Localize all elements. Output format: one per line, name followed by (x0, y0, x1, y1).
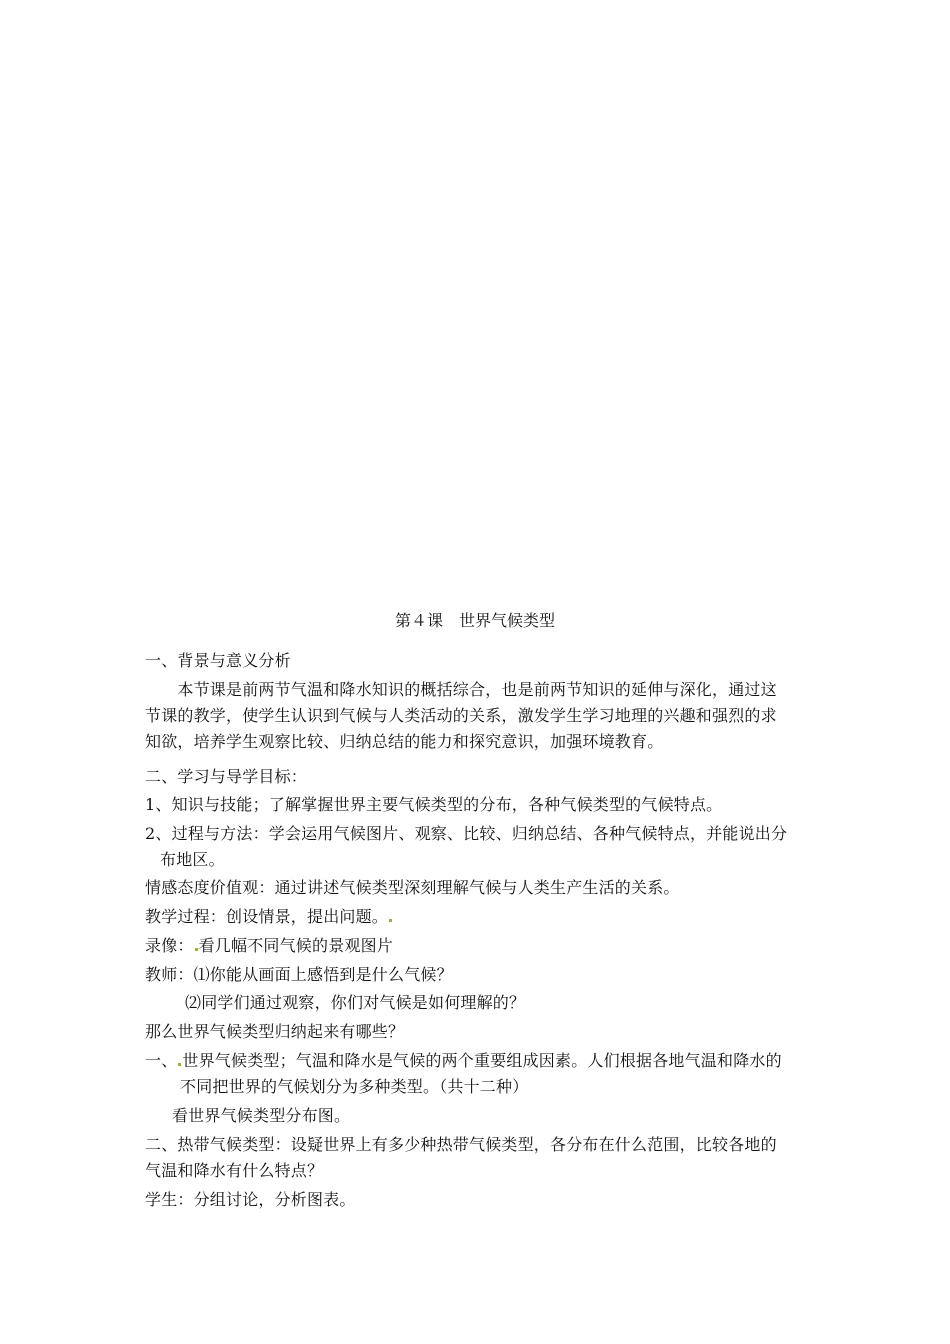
teacher-question: 教师：⑴你能从画面上感悟到是什么气候？ (145, 965, 453, 984)
section-one-text: 世界气候类型；气温和降水是气候的两个重要组成因素。人们根据各地气温和降水的 (182, 1051, 782, 1070)
lesson-title: 第４课 世界气候类型 (394, 611, 555, 630)
section-heading-goals: 二、学习与导学目标： (145, 767, 308, 786)
teaching-process-text: 教学过程：创设情景，提出问题。 (145, 907, 389, 926)
section-two-continuation: 气温和降水有什么特点？ (145, 1161, 324, 1180)
section-heading-background: 一、背景与意义分析 (145, 651, 291, 670)
goal-item-continuation: 布地区。 (160, 850, 225, 869)
teaching-process-line (145, 907, 393, 927)
paragraph-line: 节课的教学，使学生认识到气候与人类活动的关系，激发学生学习地理的兴趣和强烈的求 (145, 706, 777, 725)
teacher-question: ⑵同学们通过观察，你们对气候是如何理解的？ (185, 993, 526, 1012)
section-one-prefix: 一、 (145, 1051, 178, 1070)
attitude-line: 情感态度价值观：通过讲述气候类型深刻理解气候与人类生产生活的关系。 (145, 878, 680, 897)
video-line (145, 936, 393, 956)
marker-dot (178, 1063, 181, 1066)
video-label: 录像： (145, 936, 194, 955)
question-line: 那么世界气候类型归纳起来有哪些？ (145, 1022, 405, 1041)
marker-dot (389, 919, 392, 922)
goal-item: 2、过程与方法：学会运用气候图片、观察、比较、归纳总结、各种气候特点，并能说出分 (145, 824, 788, 843)
paragraph-line: 本节课是前两节气温和降水知识的概括综合，也是前两节知识的延伸与深化，通过这 (145, 680, 777, 699)
section-one-continuation: 不同把世界的气候划分为多种类型。（共十二种） (180, 1077, 529, 1096)
section-one-line (145, 1051, 782, 1071)
map-line: 看世界气候类型分布图。 (172, 1106, 351, 1125)
marker-dot (195, 948, 198, 951)
student-line: 学生：分组讨论，分析图表。 (145, 1190, 356, 1209)
video-text: 看几幅不同气候的景观图片 (198, 936, 394, 955)
section-two-line: 二、热带气候类型：设疑世界上有多少种热带气候类型，各分布在什么范围，比较各地的 (145, 1135, 777, 1154)
goal-item: 1、知识与技能；了解掌握世界主要气候类型的分布，各种气候类型的气候特点。 (145, 795, 723, 814)
paragraph-line: 知欲，培养学生观察比较、归纳总结的能力和探究意识，加强环境教育。 (145, 732, 664, 751)
